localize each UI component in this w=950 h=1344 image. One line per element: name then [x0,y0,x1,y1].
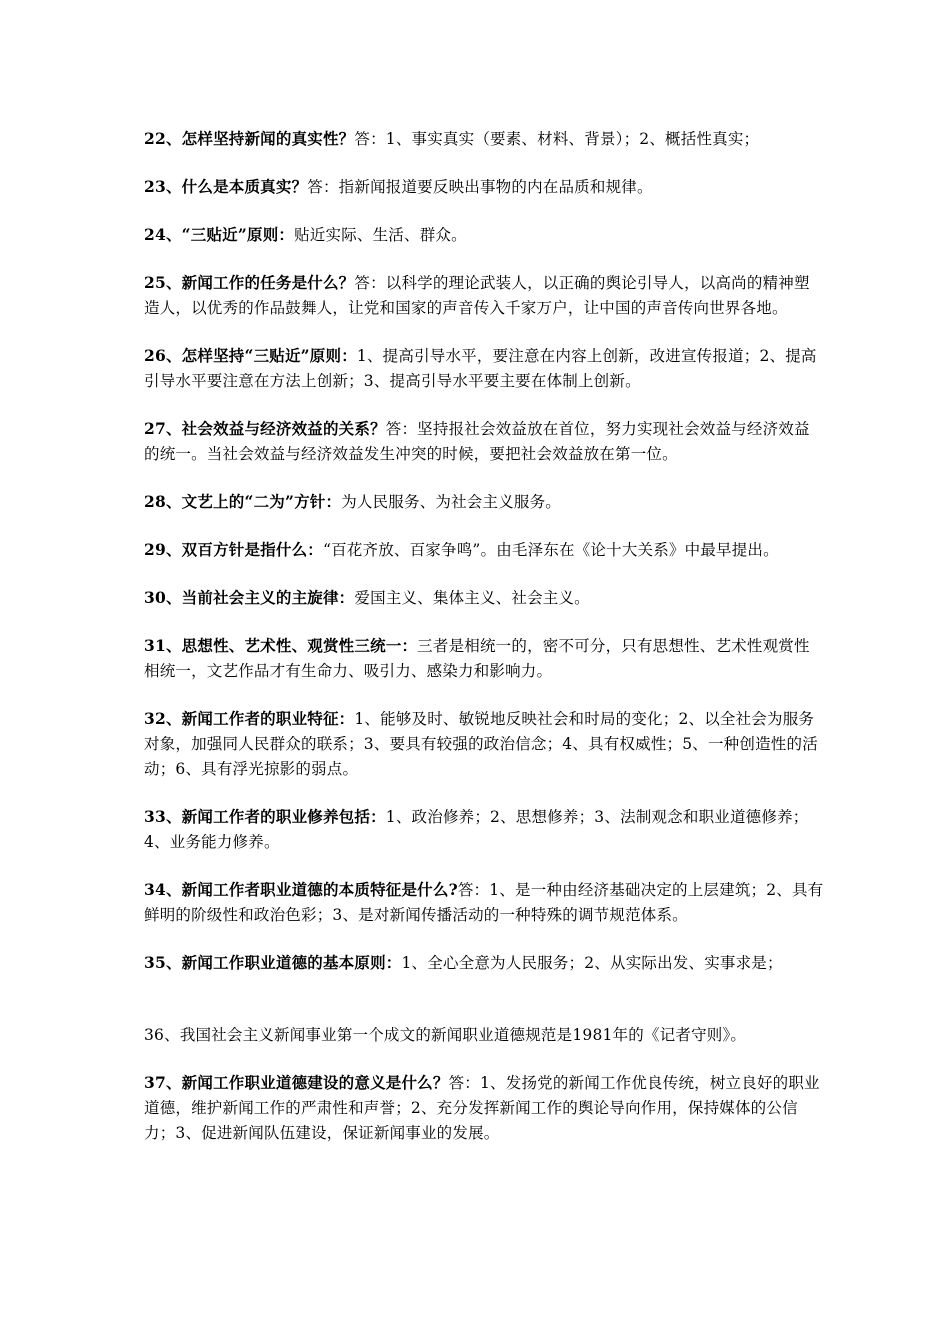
qa-item-36 [144,1022,824,1048]
qa-item-34 [144,877,824,928]
qa-item-24 [144,222,824,248]
qa-item-22 [144,126,824,152]
document-page [144,126,824,1168]
question-32: 32、新闻工作者的职业特征： [144,709,355,728]
answer-34: 答：1、是一种由经济基础决定的上层建筑；2、具有鲜明的阶级性和政治色彩；3、是对新闻传播活动的一种特殊的调节规范体系。 [144,881,824,924]
qa-item-31 [144,633,824,684]
answer-29: “百花齐放、百家争鸣”。由毛泽东在《论十大关系》中最早提出。 [322,541,779,559]
qa-item-35 [144,950,824,976]
qa-item-37 [144,1070,824,1146]
question-30: 30、当前社会主义的主旋律： [144,588,355,607]
answer-31: 三者是相统一的，密不可分，只有思想性、艺术性观赏性相统一，文艺作品才有生命力、吸引力、感染力和影响力。 [144,637,810,680]
answer-35: 1、全心全意为人民服务；2、从实际出发、实事求是； [401,954,783,972]
answer-33: 1、政治修养；2、思想修养；3、法制观念和职业道德修养；4、业务能力修养。 [144,808,809,851]
answer-32: 1、能够及时、敏锐地反映社会和时局的变化；2、以全社会为服务对象，加强同人民群众的联系；3、要具有较强的政治信念；4、具有权威性；5、一种创造性的活动；6、具有浮光掠影的弱点。 [144,710,818,778]
question-35: 35、新闻工作职业道德的基本原则： [144,953,402,972]
qa-item-25 [144,270,824,321]
question-23: 23、什么是本质真实？ [144,177,308,196]
question-26: 26、怎样坚持“三贴近”原则： [144,346,357,365]
answer-23: 答：指新闻报道要反映出事物的内在品质和规律。 [307,178,653,196]
qa-item-32 [144,706,824,782]
question-27: 27、社会效益与经济效益的关系？ [144,419,386,438]
qa-item-29 [144,537,824,563]
question-24: 24、“三贴近”原则： [144,225,295,244]
answer-25: 答：以科学的理论武装人，以正确的舆论引导人，以高尚的精神塑造人，以优秀的作品鼓舞人，让党和国家的声音传入千家万户，让中国的声音传向世界各地。 [144,274,810,317]
answer-24: 贴近实际、生活、群众。 [294,226,467,244]
answer-36: 36、我国社会主义新闻事业第一个成文的新闻职业道德规范是1981年的《记者守则》。 [144,1026,747,1044]
question-25: 25、新闻工作的任务是什么？ [144,273,355,292]
question-28: 28、文艺上的“二为”方针： [144,492,342,511]
answer-30: 爱国主义、集体主义、社会主义。 [354,589,590,607]
question-37: 37、新闻工作职业道德建设的意义是什么？ [144,1073,449,1092]
answer-28: 为人民服务、为社会主义服务。 [341,493,562,511]
answer-27: 答：坚持报社会效益放在首位，努力实现社会效益与经济效益的统一。当社会效益与经济效益发生冲突的时候，要把社会效益放在第一位。 [144,420,810,463]
answer-22: 答：1、事实真实（要素、材料、背景）；2、概括性真实； [354,130,760,148]
question-33: 33、新闻工作者的职业修养包括： [144,807,386,826]
question-29: 29、双百方针是指什么： [144,540,323,559]
qa-item-28 [144,489,824,515]
qa-item-33 [144,804,824,855]
qa-item-30 [144,585,824,611]
question-34: 34、新闻工作者职业道德的本质特征是什么? [144,880,458,899]
answer-26: 1、提高引导水平，要注意在内容上创新，改进宣传报道；2、提高引导水平要注意在方法上创新；3、提高引导水平要主要在体制上创新。 [144,347,817,390]
qa-item-27 [144,416,824,467]
qa-item-26 [144,343,824,394]
answer-37: 答：1、发扬党的新闻工作优良传统，树立良好的职业道德，维护新闻工作的严肃性和声誉；2、充分发挥新闻工作的舆论导向作用，保持媒体的公信力；3、促进新闻队伍建设，保证新闻事业的发展。 [144,1074,820,1142]
question-22: 22、怎样坚持新闻的真实性？ [144,129,355,148]
qa-item-23 [144,174,824,200]
question-31: 31、思想性、艺术性、观赏性三统一： [144,636,418,655]
